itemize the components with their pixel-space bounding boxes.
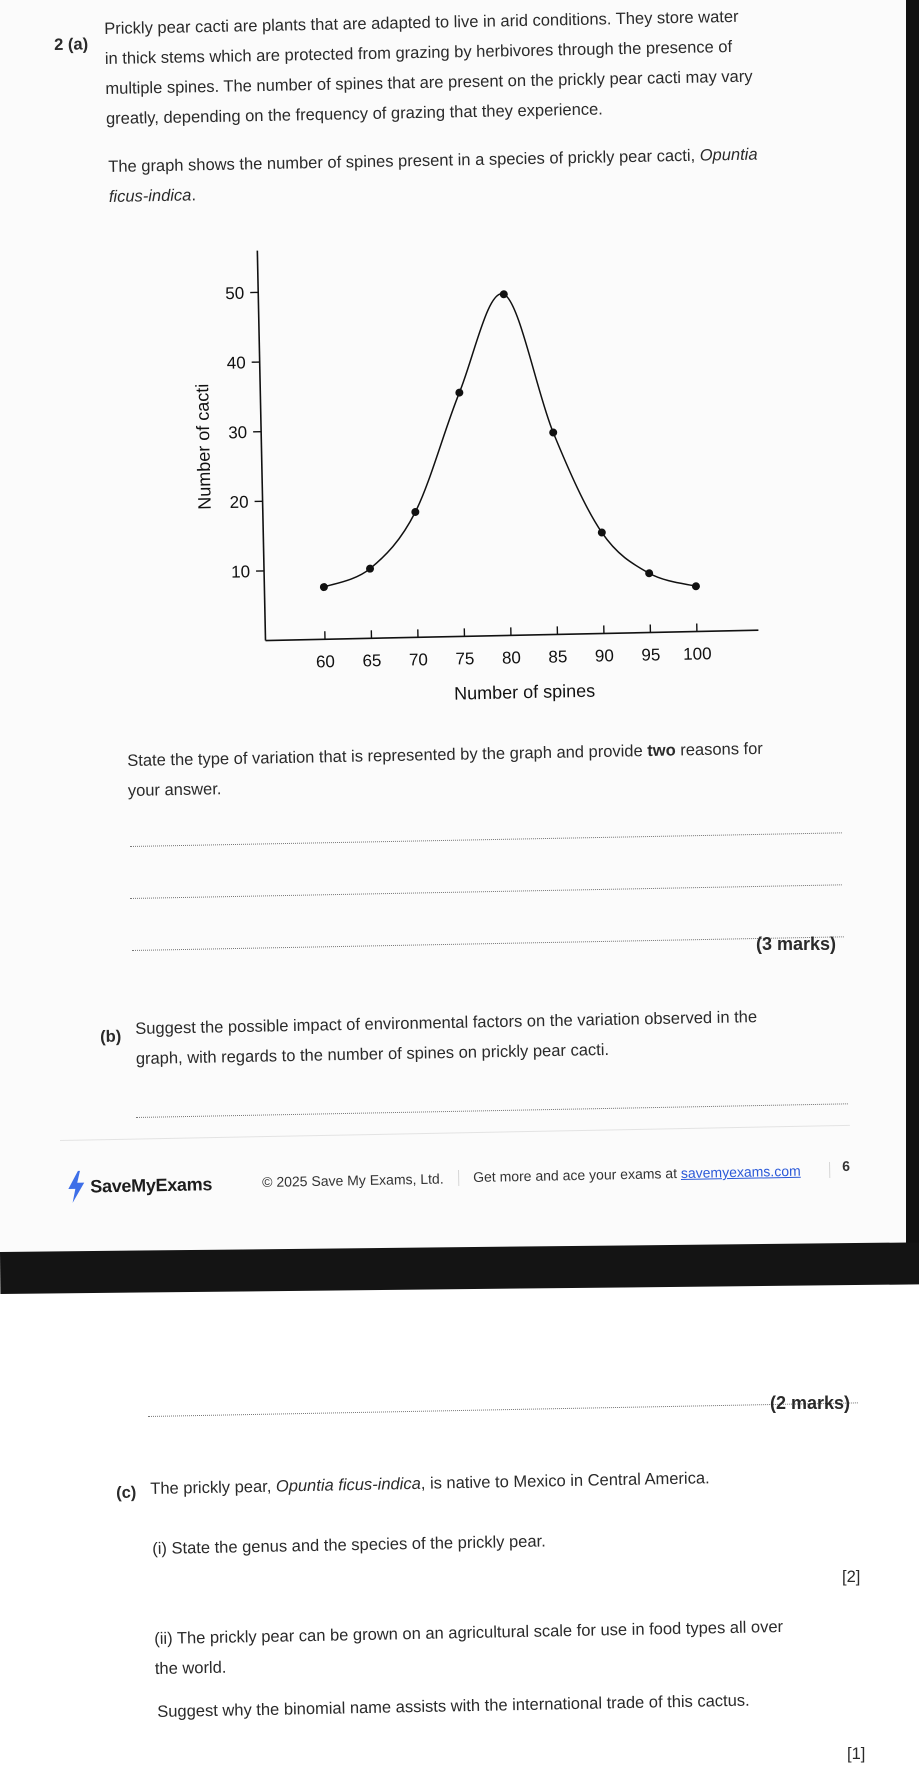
question-2c-i: (i) State the genus and the species of the prickly pear. (152, 1532, 546, 1558)
marks-2b: (2 marks) (770, 1393, 851, 1413)
data-point (455, 389, 463, 397)
question-2b-line: graph, with regards to the number of spines on prickly pear cacti. (135, 1040, 610, 1068)
x-tick-label: 90 (594, 646, 615, 666)
y-tick-label: 50 (225, 283, 245, 304)
promo-text: Get more and ace your exams at (473, 1165, 682, 1185)
footer-promo (473, 1163, 801, 1185)
punctuation: . (191, 186, 197, 205)
question-2a-prompt (127, 732, 848, 806)
intro-text: , is native to Mexico in Central America. (420, 1469, 710, 1493)
x-axis-line (266, 630, 759, 640)
question-2c-ii-line: the world. (154, 1658, 227, 1678)
page-number: 6 (842, 1157, 851, 1174)
species-name-genus: Opuntia (699, 145, 758, 165)
question-2c-ii-line: (ii) The prickly pear can be grown on an agricultural scale for use in food types all over (154, 1617, 784, 1648)
marks-2c-i: [2] (842, 1568, 861, 1586)
y-tick-label: 10 (230, 562, 251, 582)
footer-divider (60, 1125, 850, 1141)
distribution-curve (318, 290, 696, 594)
x-axis-label: Number of spines (453, 680, 596, 704)
spines-distribution-chart (180, 236, 780, 706)
question-label-2c: (c) (116, 1483, 137, 1502)
brand-logo (66, 1168, 212, 1203)
data-point (645, 569, 653, 577)
prompt-text: reasons for (675, 739, 763, 760)
lightning-bolt-icon (66, 1171, 87, 1203)
y-tick-label: 30 (228, 422, 248, 443)
prompt-text-line2: your answer. (127, 780, 222, 800)
prompt-text: State the type of variation that is represented by the graph and provide (127, 742, 648, 770)
question-2b-line: Suggest the possible impact of environmental factors on the variation observed in the (135, 1008, 758, 1038)
graph-description-text: The graph shows the number of spines present in a species of prickly pear cacti, (108, 146, 700, 176)
data-point (692, 582, 700, 590)
intro-line: greatly, depending on the frequency of grazing that they experience. (105, 100, 603, 128)
answer-line[interactable] (136, 1103, 848, 1118)
y-tick-label: 40 (226, 353, 246, 373)
marks-2a: (3 marks) (756, 934, 837, 954)
graph-description (108, 138, 829, 212)
answer-line[interactable] (148, 1402, 858, 1417)
y-axis-label: Number of cacti (192, 383, 215, 511)
x-tick-label: 95 (641, 645, 661, 665)
intro-line: multiple spines. The number of spines that are present on the prickly pear cacti may vary (105, 67, 753, 98)
x-tick-label: 80 (501, 648, 522, 668)
answer-line[interactable] (130, 884, 842, 899)
intro-line: Prickly pear cacti are plants that are adapted to live in arid conditions. They store water (104, 7, 739, 38)
data-point (320, 583, 328, 591)
x-tick-label: 70 (408, 650, 429, 670)
y-tick-label: 20 (229, 492, 249, 512)
answer-line[interactable] (132, 936, 844, 951)
footer-separator (829, 1162, 830, 1178)
answer-line[interactable] (130, 832, 842, 847)
footer-separator (458, 1170, 459, 1186)
question-2c-ii-prompt: Suggest why the binomial name assists with the international trade of this cactus. (157, 1691, 750, 1721)
question-2a-intro (104, 0, 826, 134)
x-tick-label: 75 (455, 649, 475, 669)
intro-line: in thick stems which are protected from grazing by herbivores through the presence of (104, 37, 733, 68)
species-name-epithet: ficus-indica (108, 186, 192, 206)
question-2b-text (135, 1000, 856, 1074)
prompt-emphasis: two (647, 741, 676, 761)
data-point (549, 428, 557, 436)
x-tick-label: 65 (362, 651, 382, 671)
copyright: © 2025 Save My Exams, Ltd. (262, 1170, 444, 1190)
page-break-band (0, 1242, 919, 1294)
data-point (411, 508, 419, 516)
question-2c-intro (150, 1461, 850, 1504)
marks-2c-ii: [1] (847, 1745, 866, 1763)
intro-text: The prickly pear, (150, 1477, 277, 1498)
question-2c-ii (154, 1610, 865, 1684)
y-axis-line (257, 251, 265, 641)
x-tick-label: 85 (548, 647, 568, 667)
question-number-2a: 2 (a) (54, 35, 89, 54)
x-tick-label: 100 (682, 644, 712, 664)
species-name: Opuntia ficus-indica (275, 1474, 421, 1496)
exam-page-bottom (0, 1294, 919, 1783)
x-tick-label: 60 (315, 652, 336, 672)
question-label-2b: (b) (100, 1027, 122, 1046)
savemyexams-link[interactable]: savemyexams.com (680, 1162, 801, 1182)
brand-name: SaveMyExams (90, 1173, 213, 1197)
scan-edge (906, 0, 919, 1262)
